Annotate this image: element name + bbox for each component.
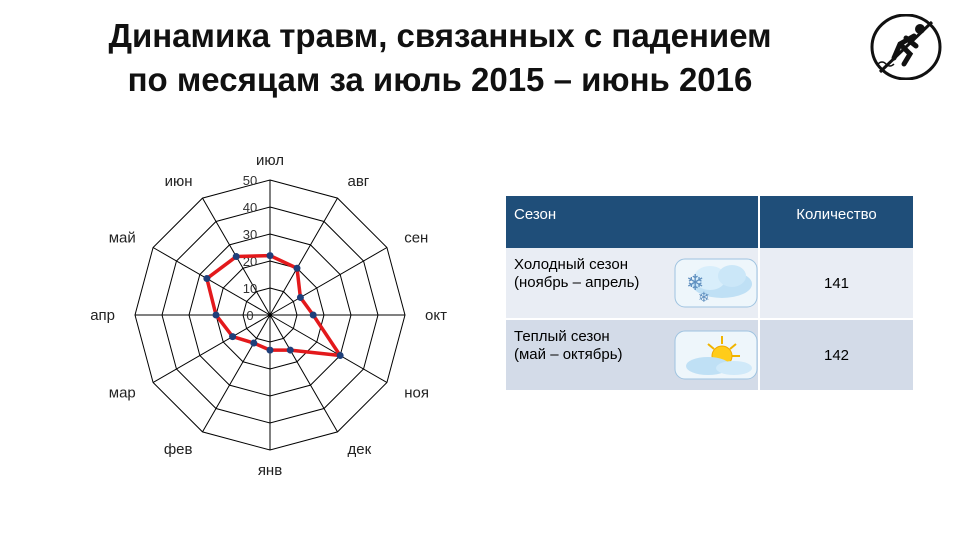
category-label: апр bbox=[90, 307, 115, 324]
data-point bbox=[294, 265, 301, 272]
axis-tick-label: 30 bbox=[242, 227, 258, 242]
header-count: Количество bbox=[759, 196, 913, 248]
season-name: Холодный сезон bbox=[514, 256, 628, 273]
svg-text:❄: ❄ bbox=[698, 289, 710, 305]
category-label: дек bbox=[347, 441, 372, 459]
table-row bbox=[506, 248, 913, 319]
axis-tick-label: 10 bbox=[242, 281, 258, 296]
sun-cloud-icon bbox=[674, 330, 758, 380]
season-cell bbox=[506, 248, 759, 319]
data-point bbox=[267, 347, 274, 354]
category-label: июн bbox=[164, 172, 193, 190]
data-point bbox=[337, 352, 344, 359]
axis-tick-label: 20 bbox=[242, 254, 258, 269]
data-point bbox=[310, 312, 317, 319]
category-label: янв bbox=[257, 462, 283, 479]
radar-chart bbox=[0, 140, 480, 480]
page-title bbox=[20, 14, 860, 102]
title-line-1: Динамика травм, связанных с падением bbox=[108, 17, 772, 54]
data-point bbox=[213, 312, 220, 319]
series-line bbox=[207, 256, 340, 356]
svg-text:❄: ❄ bbox=[686, 270, 705, 295]
table-header-row bbox=[506, 196, 913, 248]
category-label: сен bbox=[404, 229, 429, 247]
category-label: май bbox=[108, 229, 136, 247]
category-label: ноя bbox=[404, 384, 429, 402]
count-cell: 141 bbox=[759, 248, 913, 319]
data-point bbox=[250, 340, 257, 347]
data-point bbox=[229, 333, 236, 340]
category-label: авг bbox=[347, 172, 370, 190]
category-label: фев bbox=[163, 441, 193, 459]
snow-cloud-icon bbox=[674, 258, 758, 308]
category-label: окт bbox=[425, 307, 447, 324]
axis-tick-label: 0 bbox=[246, 308, 254, 323]
season-months: (май – октябрь) bbox=[514, 346, 623, 363]
axis-tick-label: 50 bbox=[242, 173, 258, 188]
season-name: Теплый сезон bbox=[514, 328, 610, 345]
season-months: (ноябрь – апрель) bbox=[514, 274, 640, 291]
falling-person-icon bbox=[870, 14, 942, 80]
season-cell bbox=[506, 319, 759, 390]
data-point bbox=[233, 253, 240, 260]
header-season: Сезон bbox=[506, 196, 759, 248]
category-label: июл bbox=[255, 152, 285, 169]
title-line-2: по месяцам за июль 2015 – июнь 2016 bbox=[127, 61, 753, 98]
table-row bbox=[506, 319, 913, 390]
category-label: мар bbox=[108, 384, 136, 402]
data-point bbox=[287, 347, 294, 354]
season-table bbox=[506, 196, 913, 390]
data-point bbox=[203, 275, 210, 282]
count-cell: 142 bbox=[759, 319, 913, 390]
data-point bbox=[267, 252, 274, 259]
data-point bbox=[297, 294, 304, 301]
axis-tick-label: 40 bbox=[242, 200, 258, 215]
